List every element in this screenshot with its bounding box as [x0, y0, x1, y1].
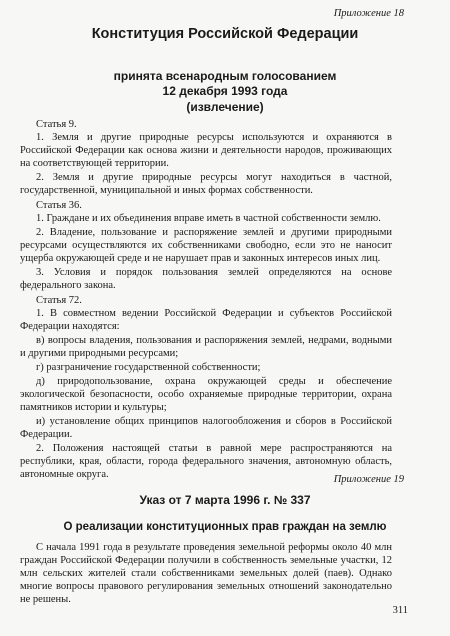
- paragraph: С начала 1991 года в результате проведения земельной реформы около 40 млн граждан Российской Федерации получили в собственность земельные участки, 12 млн сельских жителей стали собственниками земельных долей (паев). Однако многие вопросы правового регулирования земельных отношений законодательно не решены.: [20, 542, 392, 605]
- paragraph: 1. Земля и другие природные ресурсы используются и охраняются в Российской Федерации как основа жизни и деятельности народов, проживающих на соответствующей территории.: [20, 132, 392, 169]
- paragraph: г) разграничение государственной собственности;: [36, 362, 261, 373]
- article-heading: Статья 72.: [36, 295, 82, 306]
- decree-title: Указ от 7 марта 1996 г. № 337: [139, 493, 311, 507]
- paragraph: 2. Владение, пользование и распоряжение землей и другими природными ресурсами осуществляются их собственниками свободно, если это не наносит ущерба окружающей среде и не нарушает прав и законных интересов иных лиц.: [20, 227, 392, 264]
- article-heading: Статья 36.: [36, 200, 82, 211]
- paragraph: д) природопользование, охрана окружающей среды и обеспечение экологической безопасности, особо охраняемые природные территории, охрана памятников истории и культуры;: [20, 376, 392, 413]
- page-number: 311: [392, 605, 408, 616]
- appendix-label: Приложение 18: [333, 8, 404, 19]
- excerpt-note: (извлечение): [186, 100, 264, 114]
- paragraph: 1. Граждане и их объединения вправе иметь в частной собственности землю.: [36, 213, 381, 224]
- decree-body: [20, 541, 392, 606]
- constitution-subtitle-line1: принята всенародным голосованием: [113, 69, 337, 83]
- paragraph: 3. Условия и порядок пользования землей определяются на основе федерального закона.: [20, 267, 392, 291]
- paragraph: и) установление общих принципов налогообложения и сборов в Российской Федерации.: [20, 416, 392, 440]
- constitution-subtitle-line2: 12 декабря 1993 года: [162, 84, 288, 98]
- constitution-title: Конституция Российской Федерации: [91, 26, 359, 42]
- appendix-label: Приложение 19: [333, 474, 404, 485]
- paragraph: в) вопросы владения, пользования и распоряжения землей, недрами, водными и другими природными ресурсами;: [20, 335, 392, 359]
- paragraph: 2. Положения настоящей статьи в равной мере распространяются на республики, края, области, города федерального значения, автономную область, автономные округа.: [20, 443, 392, 480]
- decree-subtitle: О реализации конституционных прав граждан на землю: [63, 521, 387, 533]
- article-heading: Статья 9.: [36, 119, 77, 130]
- paragraph: 1. В совместном ведении Российской Федерации и субъектов Российской Федерации находятся:: [20, 308, 392, 332]
- constitution-body: [20, 116, 392, 481]
- paragraph: 2. Земля и другие природные ресурсы могут находиться в частной, государственной, муниципальной и иных формах собственности.: [20, 172, 392, 196]
